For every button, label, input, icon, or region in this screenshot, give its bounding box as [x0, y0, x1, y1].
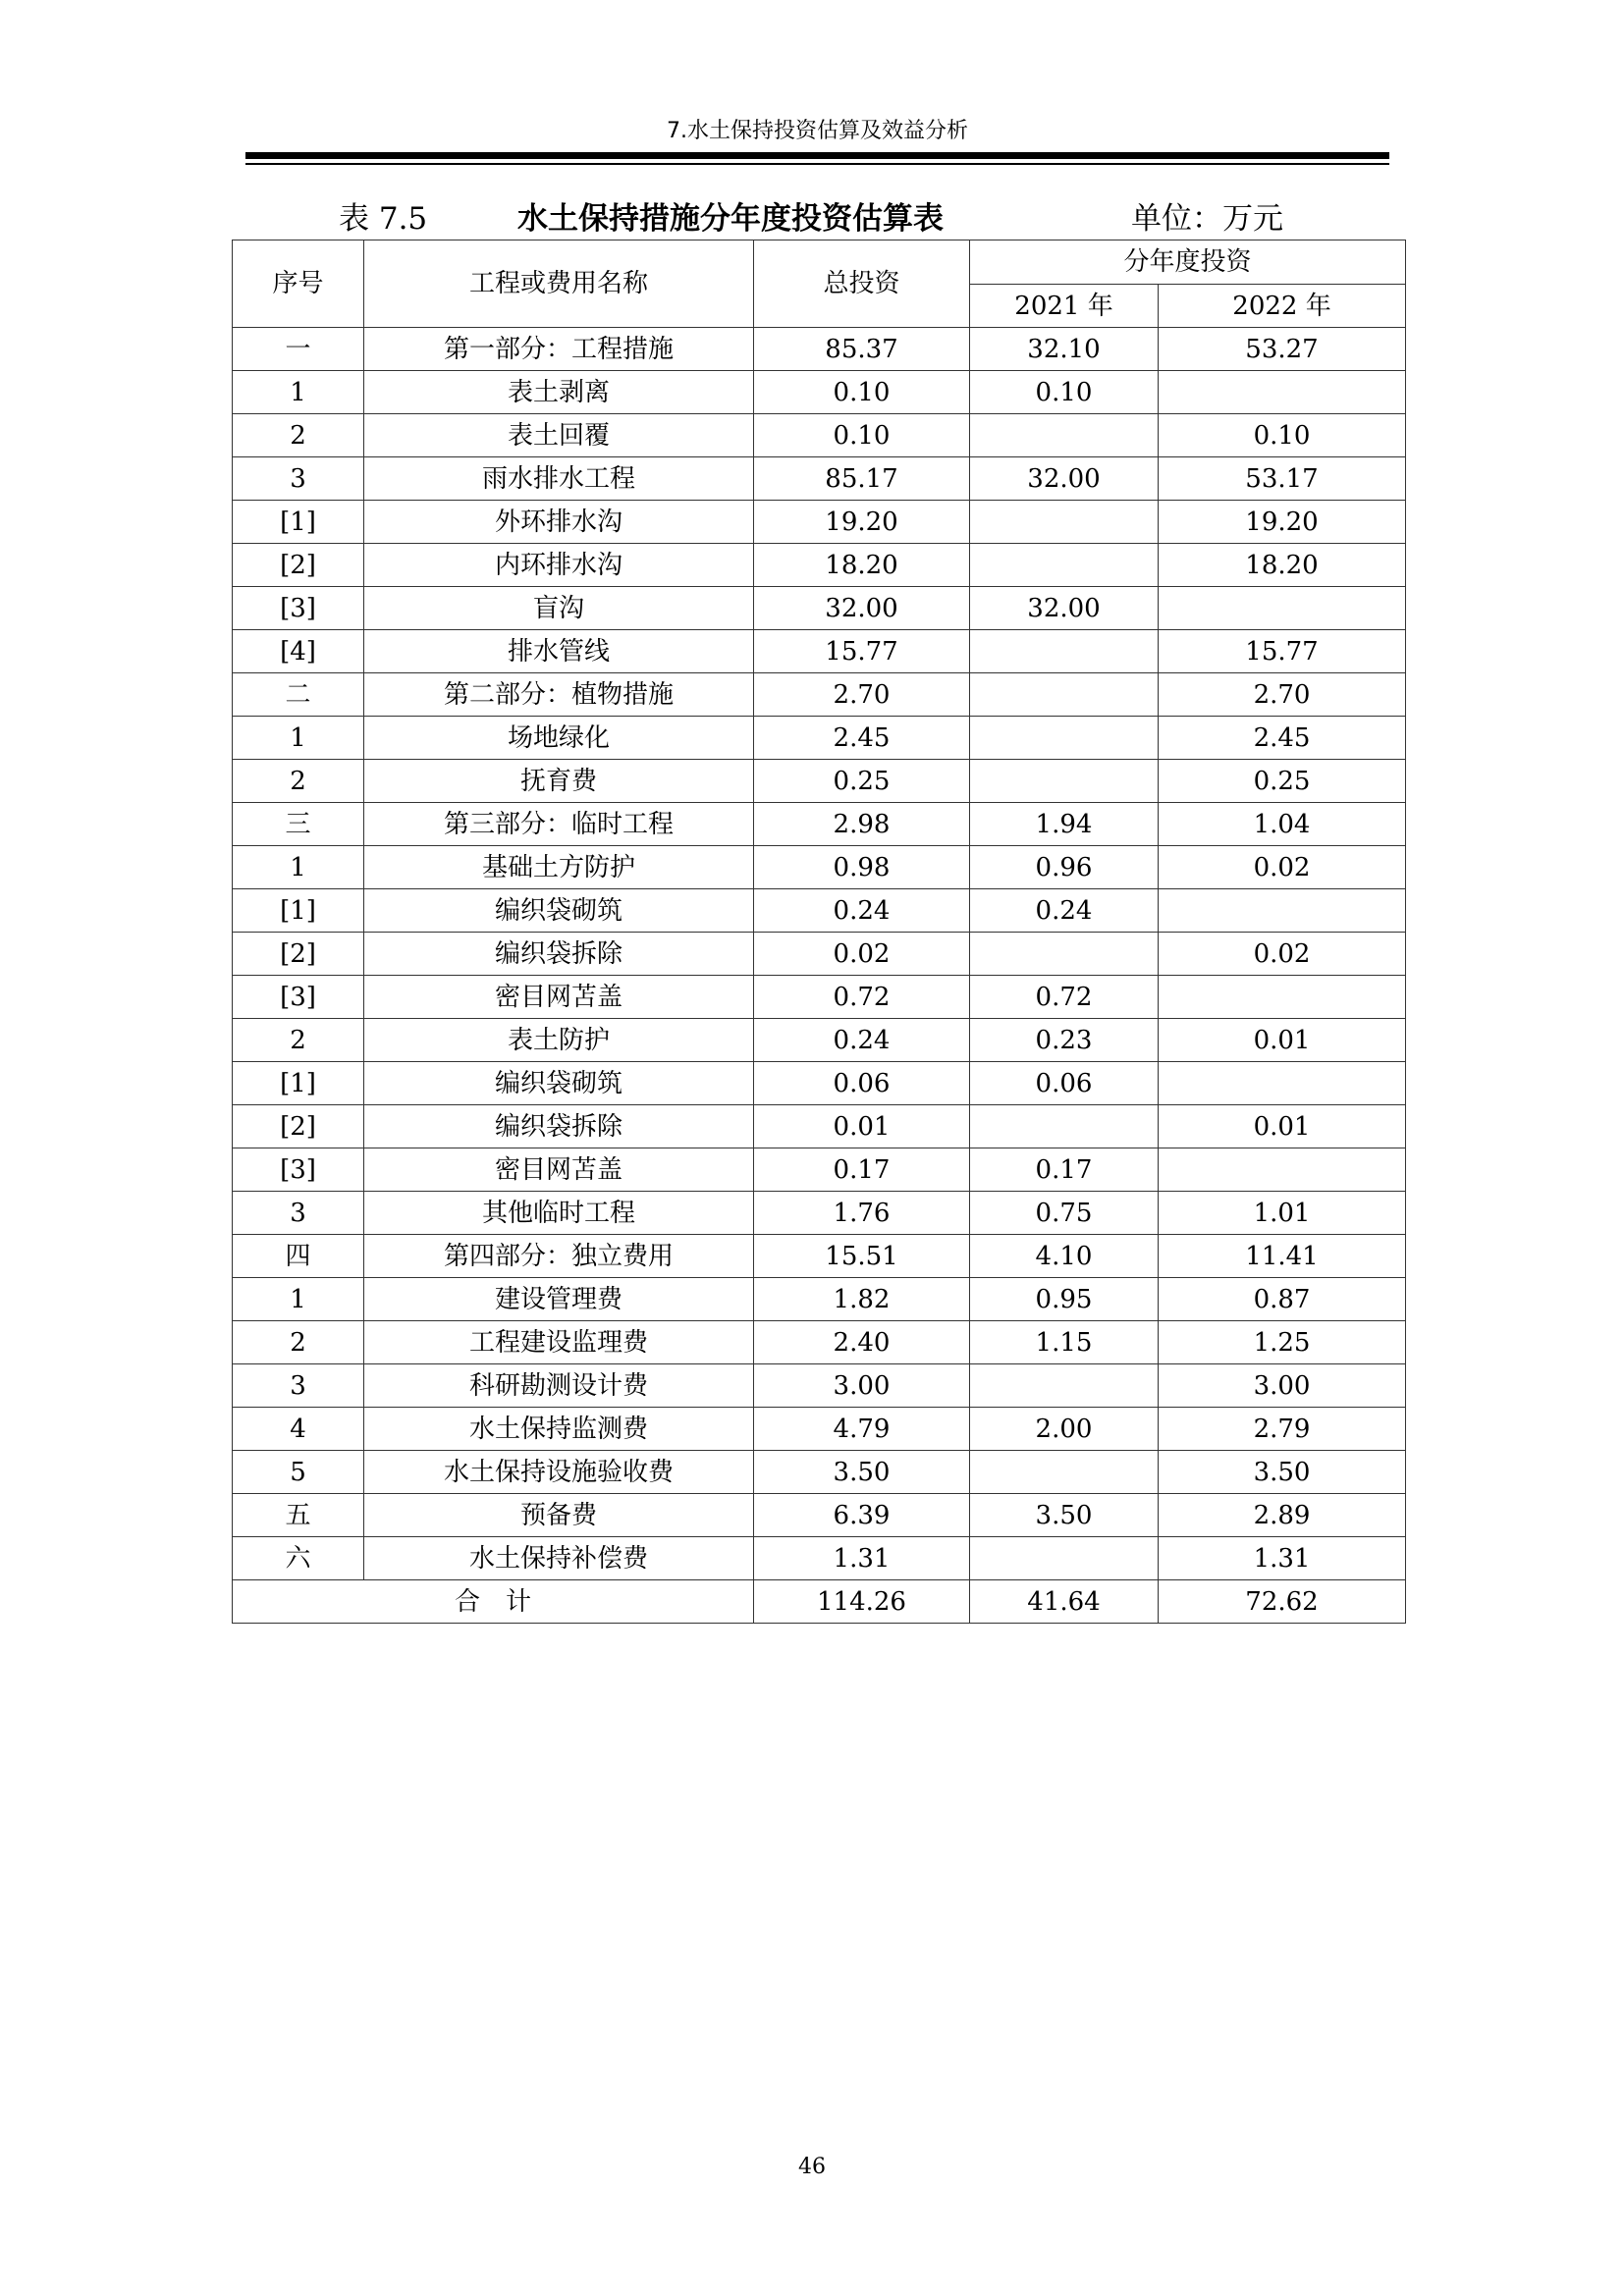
cell-total: 0.10 — [754, 371, 970, 414]
cell-y2021 — [970, 1537, 1159, 1580]
cell-total: 85.17 — [754, 457, 970, 501]
table-row — [233, 1408, 1406, 1451]
cell-seq: [3] — [233, 587, 364, 630]
total-y2022: 72.62 — [1159, 1580, 1406, 1624]
cell-y2022 — [1159, 587, 1406, 630]
cell-total: 0.17 — [754, 1148, 970, 1192]
table-row — [233, 457, 1406, 501]
cell-y2021: 0.23 — [970, 1019, 1159, 1062]
table-row — [233, 414, 1406, 457]
cell-name: 表土回覆 — [364, 414, 754, 457]
cell-y2022: 1.25 — [1159, 1321, 1406, 1364]
cell-name: 第一部分：工程措施 — [364, 328, 754, 371]
cell-seq: [1] — [233, 1062, 364, 1105]
cell-total: 32.00 — [754, 587, 970, 630]
cell-y2021: 0.96 — [970, 846, 1159, 889]
cell-y2021: 1.15 — [970, 1321, 1159, 1364]
cell-seq: 1 — [233, 717, 364, 760]
cell-y2021: 32.00 — [970, 457, 1159, 501]
cell-seq: 3 — [233, 1364, 364, 1408]
cell-seq: 五 — [233, 1494, 364, 1537]
cell-y2022: 2.70 — [1159, 673, 1406, 717]
cell-seq: [1] — [233, 889, 364, 933]
cell-y2021: 0.17 — [970, 1148, 1159, 1192]
cell-name: 雨水排水工程 — [364, 457, 754, 501]
cell-seq: 2 — [233, 760, 364, 803]
cell-total: 0.10 — [754, 414, 970, 457]
cell-seq: 5 — [233, 1451, 364, 1494]
cell-name: 场地绿化 — [364, 717, 754, 760]
cell-seq: 3 — [233, 1192, 364, 1235]
table-row — [233, 889, 1406, 933]
cell-seq: 2 — [233, 1019, 364, 1062]
table-row — [233, 1278, 1406, 1321]
table-row — [233, 760, 1406, 803]
cell-y2022: 18.20 — [1159, 544, 1406, 587]
table-row — [233, 1019, 1406, 1062]
cell-seq: [2] — [233, 933, 364, 976]
cell-name: 表土防护 — [364, 1019, 754, 1062]
header-seq: 序号 — [233, 240, 364, 328]
cell-total: 0.02 — [754, 933, 970, 976]
table-row — [233, 976, 1406, 1019]
cell-y2022: 19.20 — [1159, 501, 1406, 544]
cell-y2021 — [970, 1364, 1159, 1408]
cell-y2022: 0.10 — [1159, 414, 1406, 457]
cell-y2022: 0.02 — [1159, 933, 1406, 976]
table-row — [233, 717, 1406, 760]
table-row — [233, 673, 1406, 717]
cell-seq: 1 — [233, 1278, 364, 1321]
table-row — [233, 1105, 1406, 1148]
cell-seq: [3] — [233, 1148, 364, 1192]
cell-y2022: 3.50 — [1159, 1451, 1406, 1494]
cell-name: 预备费 — [364, 1494, 754, 1537]
header-year-2022: 2022 年 — [1159, 285, 1406, 328]
cell-y2022: 0.25 — [1159, 760, 1406, 803]
table-row — [233, 328, 1406, 371]
cell-y2021 — [970, 544, 1159, 587]
cell-seq: 3 — [233, 457, 364, 501]
cell-seq: 三 — [233, 803, 364, 846]
cell-y2021 — [970, 501, 1159, 544]
cell-total: 3.00 — [754, 1364, 970, 1408]
cell-name: 水土保持设施验收费 — [364, 1451, 754, 1494]
cell-total: 19.20 — [754, 501, 970, 544]
cell-name: 编织袋砌筑 — [364, 889, 754, 933]
table-row — [233, 1321, 1406, 1364]
cell-y2022: 1.01 — [1159, 1192, 1406, 1235]
table-row — [233, 501, 1406, 544]
header-row — [233, 240, 1406, 285]
cell-total: 18.20 — [754, 544, 970, 587]
cell-y2021: 0.75 — [970, 1192, 1159, 1235]
table-row — [233, 371, 1406, 414]
cell-name: 基础土方防护 — [364, 846, 754, 889]
cell-seq: 六 — [233, 1537, 364, 1580]
cell-seq: [1] — [233, 501, 364, 544]
cell-y2022: 0.01 — [1159, 1105, 1406, 1148]
cell-total: 0.98 — [754, 846, 970, 889]
cell-y2022: 3.00 — [1159, 1364, 1406, 1408]
total-row — [233, 1580, 1406, 1624]
cell-y2022: 11.41 — [1159, 1235, 1406, 1278]
cell-name: 密目网苫盖 — [364, 976, 754, 1019]
cell-total: 15.77 — [754, 630, 970, 673]
cell-total: 3.50 — [754, 1451, 970, 1494]
table-row — [233, 1494, 1406, 1537]
cell-name: 密目网苫盖 — [364, 1148, 754, 1192]
running-header: 7.水土保持投资估算及效益分析 — [667, 119, 968, 143]
cell-name: 编织袋拆除 — [364, 933, 754, 976]
cell-seq: [2] — [233, 1105, 364, 1148]
cell-total: 2.98 — [754, 803, 970, 846]
cell-y2021 — [970, 760, 1159, 803]
table-number: 表 7.5 — [339, 201, 428, 237]
table-row — [233, 1537, 1406, 1580]
cell-seq: [4] — [233, 630, 364, 673]
table-row — [233, 630, 1406, 673]
table-row — [233, 587, 1406, 630]
cell-name: 盲沟 — [364, 587, 754, 630]
cell-name: 水土保持监测费 — [364, 1408, 754, 1451]
cell-seq: 1 — [233, 846, 364, 889]
cell-seq: 2 — [233, 414, 364, 457]
cell-name: 工程建设监理费 — [364, 1321, 754, 1364]
investment-table — [232, 240, 1406, 1624]
cell-name: 第二部分：植物措施 — [364, 673, 754, 717]
total-y2021: 41.64 — [970, 1580, 1159, 1624]
total-total: 114.26 — [754, 1580, 970, 1624]
table-row — [233, 1235, 1406, 1278]
cell-name: 科研勘测设计费 — [364, 1364, 754, 1408]
table-row — [233, 1192, 1406, 1235]
cell-y2021 — [970, 630, 1159, 673]
cell-total: 0.06 — [754, 1062, 970, 1105]
table-body — [233, 240, 1406, 1624]
table-row — [233, 1062, 1406, 1105]
cell-y2021: 0.06 — [970, 1062, 1159, 1105]
cell-seq: [3] — [233, 976, 364, 1019]
cell-y2022: 0.01 — [1159, 1019, 1406, 1062]
cell-y2021: 0.72 — [970, 976, 1159, 1019]
cell-name: 其他临时工程 — [364, 1192, 754, 1235]
cell-y2021: 4.10 — [970, 1235, 1159, 1278]
cell-name: 抚育费 — [364, 760, 754, 803]
cell-seq: 四 — [233, 1235, 364, 1278]
cell-y2022: 53.27 — [1159, 328, 1406, 371]
cell-y2021 — [970, 673, 1159, 717]
cell-name: 外环排水沟 — [364, 501, 754, 544]
cell-name: 排水管线 — [364, 630, 754, 673]
cell-y2022: 2.79 — [1159, 1408, 1406, 1451]
cell-y2021 — [970, 1451, 1159, 1494]
table-unit: 单位：万元 — [1131, 201, 1283, 237]
cell-name: 第四部分：独立费用 — [364, 1235, 754, 1278]
table-row — [233, 1148, 1406, 1192]
cell-y2021: 32.10 — [970, 328, 1159, 371]
cell-y2021: 0.24 — [970, 889, 1159, 933]
cell-seq: 4 — [233, 1408, 364, 1451]
cell-y2022: 53.17 — [1159, 457, 1406, 501]
cell-y2021 — [970, 414, 1159, 457]
cell-y2022: 1.04 — [1159, 803, 1406, 846]
cell-total: 0.01 — [754, 1105, 970, 1148]
cell-total: 4.79 — [754, 1408, 970, 1451]
cell-y2021 — [970, 1105, 1159, 1148]
cell-total: 15.51 — [754, 1235, 970, 1278]
table-title: 水土保持措施分年度投资估算表 — [517, 201, 944, 237]
header-total: 总投资 — [754, 240, 970, 328]
table-row — [233, 544, 1406, 587]
cell-total: 0.24 — [754, 1019, 970, 1062]
cell-name: 建设管理费 — [364, 1278, 754, 1321]
cell-name: 表土剥离 — [364, 371, 754, 414]
cell-seq: 2 — [233, 1321, 364, 1364]
header-year-2021: 2021 年 — [970, 285, 1159, 328]
cell-seq: 1 — [233, 371, 364, 414]
cell-y2022 — [1159, 1062, 1406, 1105]
cell-total: 2.70 — [754, 673, 970, 717]
cell-total: 0.72 — [754, 976, 970, 1019]
header-rule-thin — [245, 163, 1389, 165]
cell-y2022 — [1159, 1148, 1406, 1192]
cell-y2021: 0.95 — [970, 1278, 1159, 1321]
cell-name: 水土保持补偿费 — [364, 1537, 754, 1580]
cell-y2022: 2.89 — [1159, 1494, 1406, 1537]
cell-y2022: 0.02 — [1159, 846, 1406, 889]
cell-seq: [2] — [233, 544, 364, 587]
cell-seq: 一 — [233, 328, 364, 371]
page-number: 46 — [798, 2155, 826, 2179]
cell-y2021: 0.10 — [970, 371, 1159, 414]
cell-y2022: 15.77 — [1159, 630, 1406, 673]
header-yearly-group: 分年度投资 — [970, 240, 1406, 285]
cell-y2022 — [1159, 976, 1406, 1019]
cell-y2022 — [1159, 371, 1406, 414]
header-rule-thick — [245, 152, 1389, 159]
table-row — [233, 846, 1406, 889]
cell-total: 0.25 — [754, 760, 970, 803]
cell-y2022: 0.87 — [1159, 1278, 1406, 1321]
cell-total: 2.40 — [754, 1321, 970, 1364]
cell-total: 2.45 — [754, 717, 970, 760]
table-row — [233, 803, 1406, 846]
cell-name: 编织袋砌筑 — [364, 1062, 754, 1105]
cell-y2021: 1.94 — [970, 803, 1159, 846]
cell-y2021: 3.50 — [970, 1494, 1159, 1537]
cell-total: 1.76 — [754, 1192, 970, 1235]
cell-total: 6.39 — [754, 1494, 970, 1537]
cell-y2021: 32.00 — [970, 587, 1159, 630]
cell-seq: 二 — [233, 673, 364, 717]
cell-y2021 — [970, 933, 1159, 976]
cell-y2021 — [970, 717, 1159, 760]
cell-total: 0.24 — [754, 889, 970, 933]
table-row — [233, 1364, 1406, 1408]
cell-y2021: 2.00 — [970, 1408, 1159, 1451]
cell-name: 内环排水沟 — [364, 544, 754, 587]
header-name: 工程或费用名称 — [364, 240, 754, 328]
cell-y2022 — [1159, 889, 1406, 933]
cell-name: 编织袋拆除 — [364, 1105, 754, 1148]
cell-total: 1.82 — [754, 1278, 970, 1321]
cell-y2022: 1.31 — [1159, 1537, 1406, 1580]
cell-total: 1.31 — [754, 1537, 970, 1580]
cell-total: 85.37 — [754, 328, 970, 371]
table-row — [233, 1451, 1406, 1494]
total-label: 合 计 — [233, 1580, 754, 1624]
cell-y2022: 2.45 — [1159, 717, 1406, 760]
table-row — [233, 933, 1406, 976]
cell-name: 第三部分：临时工程 — [364, 803, 754, 846]
